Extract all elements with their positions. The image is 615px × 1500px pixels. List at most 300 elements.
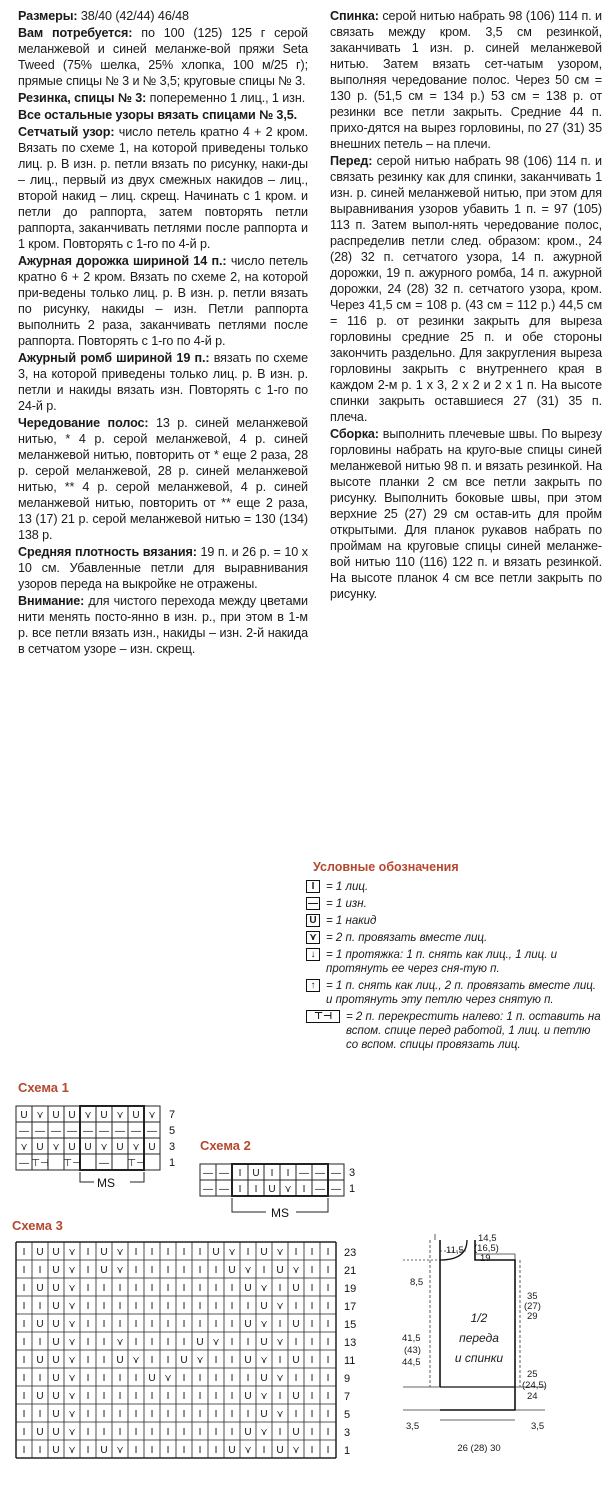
svg-text:⋎: ⋎ bbox=[132, 1355, 140, 1366]
svg-text:⋎: ⋎ bbox=[228, 1247, 236, 1258]
svg-text:—: — bbox=[315, 1168, 325, 1179]
scheme-3-row-number: 21 bbox=[344, 1265, 357, 1277]
svg-text:I: I bbox=[102, 1427, 106, 1438]
svg-text:I: I bbox=[182, 1373, 186, 1384]
svg-text:I: I bbox=[214, 1427, 218, 1438]
scheme-3-chart bbox=[12, 1238, 382, 1478]
svg-text:U: U bbox=[244, 1283, 252, 1294]
scheme-2-chart bbox=[196, 1158, 371, 1240]
svg-text:I: I bbox=[150, 1355, 154, 1366]
paragraph bbox=[18, 107, 308, 123]
scheme-3-title: Схема 3 bbox=[12, 1218, 63, 1233]
legend-title: Условные обозначения bbox=[313, 860, 459, 874]
paragraph bbox=[330, 426, 602, 602]
svg-text:I: I bbox=[198, 1247, 202, 1258]
svg-text:—: — bbox=[131, 1126, 141, 1137]
svg-text:U: U bbox=[52, 1337, 60, 1348]
svg-text:U: U bbox=[212, 1247, 220, 1258]
paragraph-heading: Чередование полос: bbox=[18, 416, 149, 430]
dim-side-top-3: 29 bbox=[527, 1311, 538, 1322]
svg-text:I: I bbox=[230, 1409, 234, 1420]
svg-text:⋎: ⋎ bbox=[68, 1337, 76, 1348]
svg-text:I: I bbox=[230, 1355, 234, 1366]
svg-text:U: U bbox=[36, 1319, 44, 1330]
svg-text:I: I bbox=[230, 1373, 234, 1384]
svg-text:I: I bbox=[294, 1373, 298, 1384]
svg-text:U: U bbox=[148, 1373, 156, 1384]
svg-text:⋎: ⋎ bbox=[260, 1283, 268, 1294]
svg-text:—: — bbox=[219, 1168, 229, 1179]
paragraph-body: 38/40 (42/44) 46/48 bbox=[77, 9, 189, 23]
svg-text:⋎: ⋎ bbox=[100, 1142, 108, 1153]
scheme-1-row-1: 1 bbox=[169, 1157, 176, 1169]
svg-text:I: I bbox=[262, 1445, 266, 1456]
scheme-3-grid bbox=[16, 1242, 336, 1458]
dim-side-low-1: 25 bbox=[527, 1369, 538, 1380]
paragraph-heading: Размеры: bbox=[18, 9, 78, 23]
svg-text:U: U bbox=[260, 1373, 268, 1384]
paragraph bbox=[18, 350, 308, 414]
svg-text:I: I bbox=[118, 1301, 122, 1312]
svg-text:⋎: ⋎ bbox=[84, 1110, 92, 1121]
svg-text:⊤⊣: ⊤⊣ bbox=[127, 1158, 145, 1169]
svg-text:U: U bbox=[52, 1445, 60, 1456]
svg-text:I: I bbox=[86, 1445, 90, 1456]
svg-text:U: U bbox=[292, 1319, 300, 1330]
svg-text:I: I bbox=[150, 1391, 154, 1402]
svg-text:U: U bbox=[252, 1168, 260, 1179]
svg-text:I: I bbox=[166, 1301, 170, 1312]
paragraph-body: 19 п. и 26 р. = 10 х 10 см. Убавленные петли для выравнивания узоров переда на выкройке не отражены. bbox=[18, 545, 308, 591]
svg-text:U: U bbox=[52, 1247, 60, 1258]
svg-text:U: U bbox=[36, 1391, 44, 1402]
dim-bottom: 26 (28) 30 bbox=[457, 1443, 501, 1454]
svg-text:I: I bbox=[214, 1373, 218, 1384]
svg-text:I: I bbox=[118, 1427, 122, 1438]
svg-text:I: I bbox=[238, 1184, 242, 1195]
legend-item bbox=[306, 914, 604, 928]
svg-text:⋎: ⋎ bbox=[276, 1247, 284, 1258]
svg-text:I: I bbox=[182, 1283, 186, 1294]
legend-text: = 1 накид bbox=[326, 915, 377, 927]
svg-text:U: U bbox=[244, 1355, 252, 1366]
svg-text:I: I bbox=[230, 1319, 234, 1330]
paragraph-heading: Вам потребуется: bbox=[18, 26, 133, 40]
svg-text:⋎: ⋎ bbox=[212, 1337, 220, 1348]
svg-text:⋎: ⋎ bbox=[68, 1301, 76, 1312]
svg-text:I: I bbox=[134, 1445, 138, 1456]
svg-text:I: I bbox=[326, 1427, 330, 1438]
svg-text:⋎: ⋎ bbox=[68, 1409, 76, 1420]
svg-text:U: U bbox=[196, 1337, 204, 1348]
svg-text:I: I bbox=[294, 1247, 298, 1258]
svg-text:U: U bbox=[292, 1355, 300, 1366]
scheme-2-row-1: 1 bbox=[349, 1183, 356, 1195]
svg-text:U: U bbox=[292, 1283, 300, 1294]
svg-text:I: I bbox=[22, 1373, 26, 1384]
svg-text:I: I bbox=[246, 1301, 250, 1312]
svg-text:I: I bbox=[278, 1391, 282, 1402]
svg-text:I: I bbox=[230, 1391, 234, 1402]
svg-text:I: I bbox=[198, 1409, 202, 1420]
svg-text:I: I bbox=[198, 1445, 202, 1456]
svg-text:I: I bbox=[214, 1409, 218, 1420]
svg-text:I: I bbox=[134, 1391, 138, 1402]
svg-text:I: I bbox=[134, 1265, 138, 1276]
svg-text:I: I bbox=[134, 1247, 138, 1258]
svg-text:I: I bbox=[166, 1337, 170, 1348]
svg-text:I: I bbox=[166, 1427, 170, 1438]
svg-text:I: I bbox=[182, 1409, 186, 1420]
paragraph-body: число петель кратно 4 + 2 кром. Вязать по схеме 1, на которой приведены только лиц. р. В изн. р. петли вязать по рисунку, наки-ды – лиц., первый из двух смежных накидов – лиц., второй накид – лиц. скрещ. Начинать с 1 кром. и петли до раппорта, затем повторять петли раппорта, заканчивать петлями после раппорта и 1 кром. Повторять с 1-го по 4-й р. bbox=[18, 125, 308, 251]
svg-text:I: I bbox=[198, 1265, 202, 1276]
svg-text:⋎: ⋎ bbox=[132, 1142, 140, 1153]
paragraph-heading: Резинка, спицы № 3: bbox=[18, 91, 147, 105]
svg-text:I: I bbox=[22, 1409, 26, 1420]
svg-text:I: I bbox=[310, 1337, 314, 1348]
svg-text:U: U bbox=[148, 1142, 156, 1153]
svg-text:I: I bbox=[326, 1391, 330, 1402]
svg-text:U: U bbox=[52, 1355, 60, 1366]
svg-text:I: I bbox=[214, 1391, 218, 1402]
svg-text:I: I bbox=[198, 1319, 202, 1330]
legend-text: = 2 п. провязать вместе лиц. bbox=[326, 932, 488, 944]
svg-text:I: I bbox=[102, 1337, 106, 1348]
svg-text:I: I bbox=[102, 1391, 106, 1402]
svg-text:U: U bbox=[244, 1391, 252, 1402]
svg-text:I: I bbox=[198, 1427, 202, 1438]
svg-text:I: I bbox=[198, 1373, 202, 1384]
paragraph-heading: Средняя плотность вязания: bbox=[18, 545, 197, 559]
pattern-half-label: 1/2 переда и спинки bbox=[454, 1311, 504, 1365]
svg-text:I: I bbox=[150, 1247, 154, 1258]
legend-symbol-icon: ⋎ bbox=[306, 931, 320, 944]
legend bbox=[306, 880, 604, 1055]
svg-text:U: U bbox=[36, 1283, 44, 1294]
svg-text:⋎: ⋎ bbox=[116, 1247, 124, 1258]
svg-text:⋎: ⋎ bbox=[284, 1184, 292, 1195]
svg-text:I: I bbox=[150, 1337, 154, 1348]
svg-text:U: U bbox=[84, 1142, 92, 1153]
scheme-1-row-3: 3 bbox=[169, 1141, 176, 1153]
svg-text:⋎: ⋎ bbox=[292, 1265, 300, 1276]
svg-text:I: I bbox=[86, 1373, 90, 1384]
svg-text:⋎: ⋎ bbox=[116, 1445, 124, 1456]
scheme-1-row-7: 7 bbox=[169, 1109, 176, 1121]
svg-text:I: I bbox=[182, 1337, 186, 1348]
svg-text:—: — bbox=[203, 1184, 213, 1195]
svg-text:I: I bbox=[102, 1319, 106, 1330]
legend-item bbox=[306, 897, 604, 911]
svg-text:I: I bbox=[86, 1355, 90, 1366]
svg-text:⋎: ⋎ bbox=[36, 1110, 44, 1121]
svg-text:I: I bbox=[22, 1337, 26, 1348]
svg-text:I: I bbox=[166, 1265, 170, 1276]
legend-text: = 1 протяжка: 1 п. снять как лиц., 1 лиц. и протянуть ее через сня-тую п. bbox=[326, 949, 558, 975]
dim-side-low-2: (24,5) bbox=[522, 1380, 547, 1391]
svg-text:I: I bbox=[302, 1184, 306, 1195]
scheme-3-row-number: 19 bbox=[344, 1283, 357, 1295]
svg-text:I: I bbox=[22, 1355, 26, 1366]
svg-text:I: I bbox=[22, 1391, 26, 1402]
svg-text:I: I bbox=[166, 1355, 170, 1366]
paragraph-body: вязать по схеме 3, на которой приведены только лиц. р. В изн. р. петли и накиды вязать изн. Повторять с 1-го по 24-й р. bbox=[18, 351, 309, 413]
svg-text:I: I bbox=[326, 1445, 330, 1456]
svg-text:I: I bbox=[134, 1337, 138, 1348]
svg-text:I: I bbox=[326, 1319, 330, 1330]
paragraph bbox=[18, 25, 308, 89]
svg-text:I: I bbox=[326, 1301, 330, 1312]
svg-text:I: I bbox=[286, 1168, 290, 1179]
svg-text:⋎: ⋎ bbox=[196, 1355, 204, 1366]
svg-text:⋎: ⋎ bbox=[276, 1337, 284, 1348]
svg-text:I: I bbox=[214, 1265, 218, 1276]
svg-text:I: I bbox=[38, 1337, 42, 1348]
svg-text:I: I bbox=[150, 1283, 154, 1294]
svg-text:I: I bbox=[86, 1247, 90, 1258]
svg-text:U: U bbox=[116, 1142, 124, 1153]
svg-text:I: I bbox=[238, 1168, 242, 1179]
svg-text:I: I bbox=[294, 1301, 298, 1312]
svg-text:I: I bbox=[326, 1355, 330, 1366]
scheme-3-row-number: 11 bbox=[344, 1355, 356, 1367]
legend-symbol-icon: I bbox=[306, 880, 320, 893]
scheme-3-row-number: 15 bbox=[344, 1319, 357, 1331]
svg-text:U: U bbox=[36, 1247, 44, 1258]
svg-text:I: I bbox=[166, 1391, 170, 1402]
legend-symbol-icon: ↓ bbox=[306, 948, 320, 961]
svg-text:I: I bbox=[166, 1409, 170, 1420]
legend-symbol-icon: U bbox=[306, 914, 320, 927]
legend-text: = 2 п. перекрестить налево: 1 п. оставить на вспом. спице перед работой, 1 лиц. и петлю со вспом. спицы провязать лиц. bbox=[346, 1011, 601, 1051]
svg-text:I: I bbox=[294, 1409, 298, 1420]
svg-text:⋎: ⋎ bbox=[116, 1337, 124, 1348]
svg-text:—: — bbox=[99, 1126, 109, 1137]
scheme-1-row-5: 5 bbox=[169, 1125, 176, 1137]
svg-text:I: I bbox=[22, 1319, 26, 1330]
legend-item bbox=[306, 880, 604, 894]
svg-text:I: I bbox=[278, 1427, 282, 1438]
svg-text:I: I bbox=[182, 1427, 186, 1438]
svg-text:U: U bbox=[260, 1301, 268, 1312]
svg-text:I: I bbox=[310, 1427, 314, 1438]
svg-text:U: U bbox=[36, 1427, 44, 1438]
svg-text:—: — bbox=[99, 1158, 109, 1169]
svg-text:I: I bbox=[310, 1265, 314, 1276]
svg-text:⋎: ⋎ bbox=[68, 1445, 76, 1456]
svg-text:I: I bbox=[86, 1265, 90, 1276]
svg-text:I: I bbox=[182, 1301, 186, 1312]
svg-text:I: I bbox=[310, 1445, 314, 1456]
legend-symbol-icon: ↑ bbox=[306, 979, 320, 992]
svg-text:I: I bbox=[198, 1391, 202, 1402]
svg-text:I: I bbox=[166, 1319, 170, 1330]
dim-front-3: 44,5 bbox=[402, 1357, 421, 1368]
svg-text:I: I bbox=[310, 1391, 314, 1402]
paragraph-heading: Ажурная дорожка шириной 14 п.: bbox=[18, 254, 227, 268]
svg-text:I: I bbox=[118, 1283, 122, 1294]
svg-text:U: U bbox=[180, 1355, 188, 1366]
svg-text:I: I bbox=[134, 1283, 138, 1294]
svg-text:⋎: ⋎ bbox=[68, 1247, 76, 1258]
svg-text:I: I bbox=[118, 1319, 122, 1330]
svg-text:I: I bbox=[198, 1283, 202, 1294]
scheme-2-row-3: 3 bbox=[349, 1167, 356, 1179]
svg-text:⋎: ⋎ bbox=[116, 1265, 124, 1276]
paragraph-body: попеременно 1 лиц., 1 изн. bbox=[146, 91, 306, 105]
svg-text:I: I bbox=[270, 1168, 274, 1179]
svg-text:U: U bbox=[244, 1427, 252, 1438]
svg-text:⊤⊣: ⊤⊣ bbox=[63, 1158, 81, 1169]
svg-text:I: I bbox=[150, 1427, 154, 1438]
scheme-3-row-number: 1 bbox=[344, 1445, 351, 1457]
svg-text:I: I bbox=[86, 1301, 90, 1312]
svg-text:I: I bbox=[38, 1373, 42, 1384]
svg-text:I: I bbox=[150, 1409, 154, 1420]
svg-text:I: I bbox=[118, 1409, 122, 1420]
paragraph-heading: Спинка: bbox=[330, 9, 379, 23]
paragraph-body: для чистого перехода между цветами нити менять посто-янно в изн. р., при этом в 1-м р. все петли вязать изн., накиды – изн. 2-й накида в сетчатом узоре – изн. скрещ. bbox=[18, 594, 308, 656]
right-text-column bbox=[330, 8, 602, 603]
svg-text:⋎: ⋎ bbox=[260, 1319, 268, 1330]
svg-text:U: U bbox=[52, 1319, 60, 1330]
svg-text:I: I bbox=[246, 1409, 250, 1420]
svg-text:I: I bbox=[198, 1301, 202, 1312]
legend-symbol-icon: — bbox=[308, 898, 318, 909]
svg-text:U: U bbox=[68, 1110, 76, 1121]
svg-text:I: I bbox=[86, 1337, 90, 1348]
svg-text:⋎: ⋎ bbox=[244, 1265, 252, 1276]
svg-text:I: I bbox=[310, 1247, 314, 1258]
svg-text:⋎: ⋎ bbox=[68, 1319, 76, 1330]
svg-text:I: I bbox=[246, 1373, 250, 1384]
paragraph bbox=[330, 153, 602, 425]
dim-side-top-2: (27) bbox=[524, 1301, 541, 1312]
paragraph-heading: Внимание: bbox=[18, 594, 85, 608]
svg-text:U: U bbox=[52, 1373, 60, 1384]
svg-text:⋎: ⋎ bbox=[68, 1391, 76, 1402]
svg-text:U: U bbox=[228, 1445, 236, 1456]
svg-text:U: U bbox=[132, 1110, 140, 1121]
dim-neck-width: 11,5 bbox=[446, 1245, 464, 1256]
scheme-1-ms: MS bbox=[97, 1176, 115, 1190]
svg-text:I: I bbox=[182, 1391, 186, 1402]
svg-text:I: I bbox=[150, 1445, 154, 1456]
svg-text:I: I bbox=[214, 1319, 218, 1330]
paragraph-heading: Все остальные узоры вязать спицами № 3,5. bbox=[18, 108, 298, 122]
svg-text:I: I bbox=[278, 1355, 282, 1366]
svg-text:U: U bbox=[292, 1391, 300, 1402]
svg-text:I: I bbox=[38, 1265, 42, 1276]
legend-text: = 1 п. снять как лиц., 2 п. провязать вместе лиц. и протянуть эту петлю через снятую п. bbox=[326, 980, 596, 1006]
svg-text:I: I bbox=[86, 1283, 90, 1294]
svg-text:U: U bbox=[20, 1110, 28, 1121]
paragraph bbox=[18, 253, 308, 349]
svg-text:I: I bbox=[150, 1301, 154, 1312]
svg-text:⋎: ⋎ bbox=[260, 1391, 268, 1402]
svg-text:⋎: ⋎ bbox=[116, 1110, 124, 1121]
svg-text:⋎: ⋎ bbox=[276, 1301, 284, 1312]
legend-item bbox=[306, 979, 604, 1007]
legend-text: = 1 изн. bbox=[326, 898, 367, 910]
legend-item bbox=[306, 931, 604, 945]
legend-symbol-icon: ⊤⊣ bbox=[306, 1010, 340, 1023]
paragraph-heading: Сборка: bbox=[330, 427, 379, 441]
svg-text:I: I bbox=[230, 1283, 234, 1294]
svg-text:U: U bbox=[100, 1445, 108, 1456]
svg-text:⋎: ⋎ bbox=[20, 1142, 28, 1153]
svg-text:U: U bbox=[244, 1319, 252, 1330]
svg-text:I: I bbox=[182, 1319, 186, 1330]
svg-text:I: I bbox=[22, 1301, 26, 1312]
paragraph-body: серой нитью набрать 98 (106) 114 п. и связать между кром. 3,5 см резинкой, заканчивать 1 изн. р. синей меланжевой нитью. Затем вязать сет-чатым узором, выполняя чередование полос. Через 50 см = 130 р. (51,5 см = 134 р.) 53 см = 138 р. от резинки все петли закрыть. Средние 44 п. прихо-дятся на вырез горловины, по 27 (31) 35 внешних петель – на плечи. bbox=[330, 9, 602, 151]
svg-text:I: I bbox=[102, 1301, 106, 1312]
paragraph-heading: Сетчатый узор: bbox=[18, 125, 115, 139]
svg-text:I: I bbox=[38, 1301, 42, 1312]
svg-text:I: I bbox=[118, 1391, 122, 1402]
svg-text:U: U bbox=[268, 1184, 276, 1195]
svg-text:I: I bbox=[326, 1283, 330, 1294]
svg-text:I: I bbox=[230, 1337, 234, 1348]
paragraph bbox=[330, 8, 602, 152]
dim-front-2: (43) bbox=[404, 1345, 421, 1356]
svg-text:I: I bbox=[22, 1427, 26, 1438]
svg-text:—: — bbox=[35, 1126, 45, 1137]
svg-text:I: I bbox=[86, 1409, 90, 1420]
svg-text:—: — bbox=[203, 1168, 213, 1179]
svg-text:I: I bbox=[254, 1184, 258, 1195]
svg-text:U: U bbox=[52, 1391, 60, 1402]
svg-text:—: — bbox=[19, 1158, 29, 1169]
scheme-3-row-number: 17 bbox=[344, 1301, 357, 1313]
svg-text:U: U bbox=[100, 1247, 108, 1258]
scheme-2-ms: MS bbox=[271, 1206, 289, 1220]
svg-text:I: I bbox=[214, 1301, 218, 1312]
svg-text:I: I bbox=[326, 1265, 330, 1276]
svg-text:I: I bbox=[278, 1283, 282, 1294]
svg-text:—: — bbox=[147, 1126, 157, 1137]
svg-text:—: — bbox=[51, 1126, 61, 1137]
paragraph bbox=[18, 593, 308, 657]
svg-text:U: U bbox=[260, 1409, 268, 1420]
svg-text:U: U bbox=[260, 1337, 268, 1348]
svg-text:I: I bbox=[214, 1355, 218, 1366]
svg-text:U: U bbox=[100, 1110, 108, 1121]
scheme-1-title: Схема 1 bbox=[18, 1080, 69, 1095]
svg-text:U: U bbox=[52, 1110, 60, 1121]
svg-text:I: I bbox=[134, 1373, 138, 1384]
svg-text:⊤⊣: ⊤⊣ bbox=[31, 1158, 49, 1169]
dim-rib-right: 3,5 bbox=[531, 1421, 545, 1432]
paragraph bbox=[18, 90, 308, 106]
dim-front-1: 41,5 bbox=[402, 1333, 421, 1344]
scheme-3-row-number: 3 bbox=[344, 1427, 351, 1439]
svg-text:⋎: ⋎ bbox=[68, 1355, 76, 1366]
svg-text:—: — bbox=[67, 1126, 77, 1137]
paragraph bbox=[18, 124, 308, 252]
svg-text:U: U bbox=[52, 1427, 60, 1438]
svg-text:I: I bbox=[166, 1283, 170, 1294]
svg-text:—: — bbox=[331, 1184, 341, 1195]
svg-text:I: I bbox=[150, 1319, 154, 1330]
svg-text:I: I bbox=[182, 1265, 186, 1276]
svg-text:I: I bbox=[230, 1427, 234, 1438]
svg-text:U: U bbox=[52, 1409, 60, 1420]
svg-text:U: U bbox=[276, 1265, 284, 1276]
svg-text:I: I bbox=[230, 1301, 234, 1312]
svg-text:U: U bbox=[68, 1142, 76, 1153]
paragraph-body: серой нитью набрать 98 (106) 114 п. и связать резинку как для спинки, заканчивать 1 изн. р. синей меланжевой нитью, при этом для выравнивания узоров убавить 1 п. = 97 (105) 113 п. Затем выпол-нять чередование полос, распределив петли след. образом: кром., 24 (28) 32 п. сетчатого узора, 14 п. ажурной дорожки, 19 п. ажурного ромба, 14 п. ажурной дорожки, 24 (28) 32 п. сетчатого узора, кром. Через 41,5 см = 108 р. (43 см = 112 р.) 44,5 см = 116 р. от резинки закрыть для выреза горловины средние 25 п. и обе стороны закончить раздельно. Для закругления выреза горловины закрыть с внутреннего края в каждом 2-м р. 1 х 3, 2 х 2 и 2 х 1 п. На высоте спинки закрыть оставшиеся 27 (31) 35 п. плеча. bbox=[330, 154, 602, 424]
